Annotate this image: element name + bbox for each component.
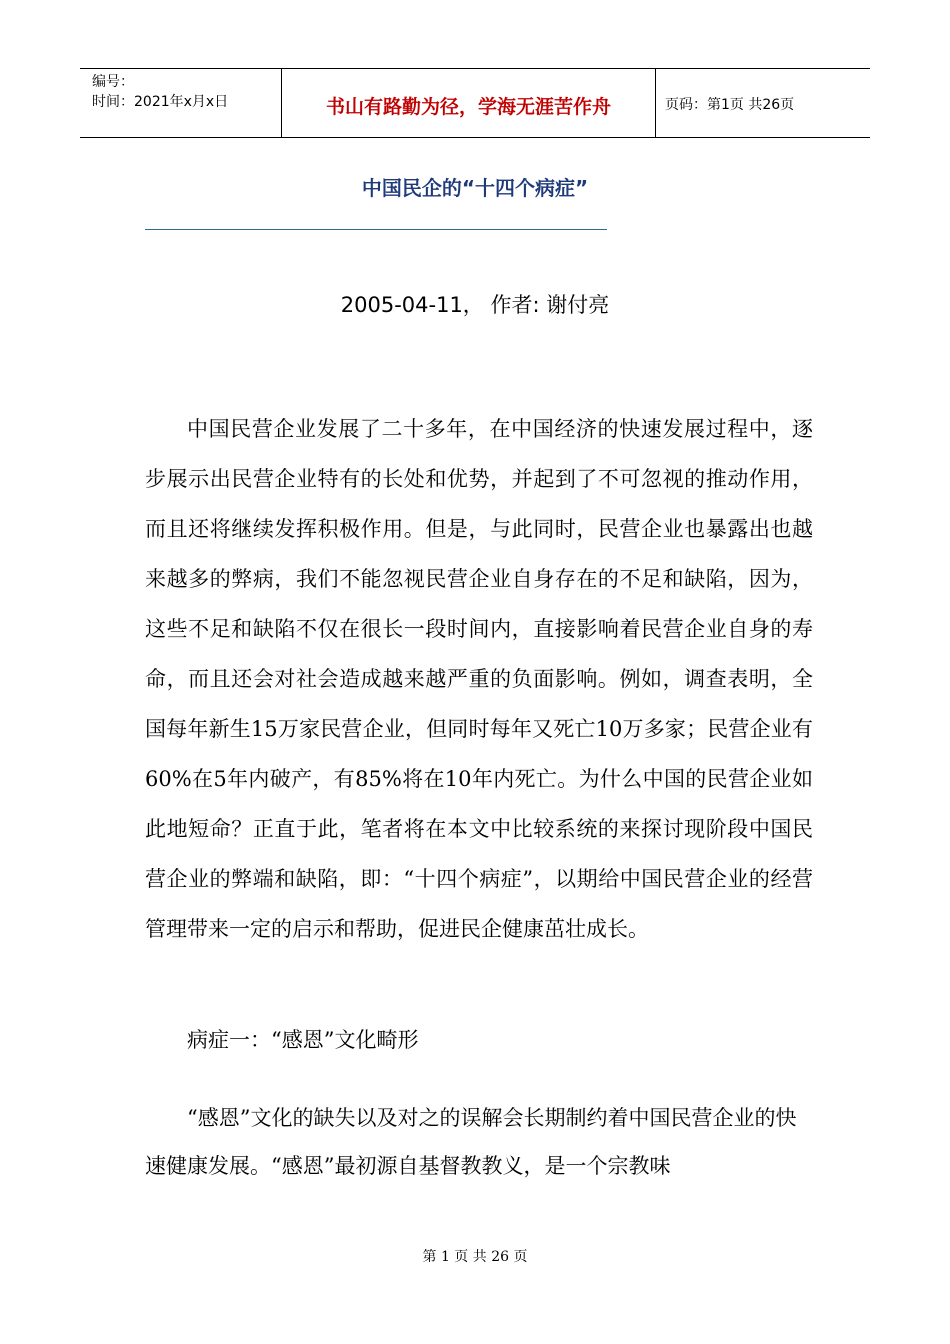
motto: 书山有路勤为径，学海无涯苦作舟 — [325, 96, 611, 118]
paragraph-section1: “感恩”文化的缺失以及对之的误解会长期制约着中国民营企业的快速健康发展。“感恩”最初源自基督教教义，是一个宗教味 — [145, 1106, 797, 1178]
section-heading: 病症一：“感恩”文化畸形 — [187, 1028, 419, 1052]
header-motto-cell — [281, 69, 656, 137]
header-left-cell — [80, 69, 281, 137]
byline: 2005-04-11， 作者: 谢付亮 — [340, 293, 610, 317]
document-title: 中国民企的“十四个病症” — [361, 176, 589, 200]
date-label: 时间：2021年x月x日 — [92, 94, 229, 110]
page-footer: 第 1 页 共 26 页 — [422, 1249, 528, 1265]
header-right-cell — [655, 69, 870, 137]
header-table — [80, 68, 870, 138]
title-underline — [145, 229, 607, 230]
paragraph-intro: 中国民营企业发展了二十多年，在中国经济的快速发展过程中，逐步展示出民营企业特有的长处和优势，并起到了不可忽视的推动作用，而且还将继续发挥积极作用。但是，与此同时，民营企业也暴露出也越来越多的弊病，我们不能忽视民营企业自身存在的不足和缺陷，因为，这些不足和缺陷不仅在很长一段时间内，直接影响着民营企业自身的寿命，而且还会对社会造成越来越严重的负面影响。例如，调查表明，全国每年新生15万家民营企业，但同时每年又死亡10万多家；民营企业有60%在5年内破产，有85%将在10年内死亡。为什么中国的民营企业如此地短命？正直于此，笔者将在本文中比较系统的来探讨现阶段中国民营企业的弊端和缺陷，即：“十四个病症”，以期给中国民营企业的经营管理带来一定的启示和帮助，促进民企健康茁壮成长。 — [145, 417, 813, 941]
page-number-label: 页码：第1页 共26页 — [665, 97, 795, 113]
document-number-label: 编号： — [92, 74, 134, 90]
